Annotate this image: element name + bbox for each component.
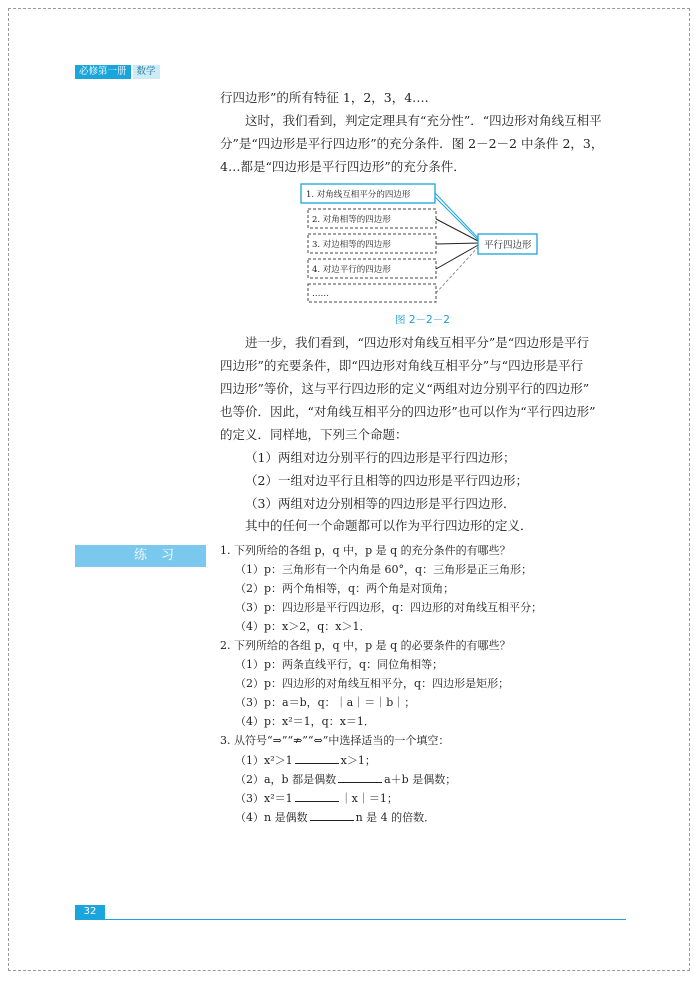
question-3-item-post: ｜x｜＝1；: [340, 792, 398, 805]
header-subject: 数学: [133, 65, 160, 79]
question-3-item-pre: （1）x²＞1: [235, 754, 293, 767]
paragraph-line: 进一步，我们看到，“四边形对角线互相平分”是“四边形是平行: [245, 335, 590, 350]
arrow-line: [435, 197, 480, 242]
question-3-item: [235, 753, 376, 768]
answer-blank[interactable]: [310, 810, 354, 821]
figure-item-text: 2. 对角相等的四边形: [312, 215, 391, 225]
answer-blank[interactable]: [338, 772, 382, 783]
question-3-item: [235, 810, 435, 825]
paragraph-line: 分”是“四边形是平行四边形”的充分条件．图 2－2－2 中条件 2，3，: [220, 136, 604, 151]
arrow-line: [435, 193, 480, 240]
question-3-item-post: x＞1；: [340, 754, 376, 767]
figure-item-text: 4. 对边平行的四边形: [312, 265, 391, 275]
paragraph-line: 的定义．同样地，下列三个命题：: [220, 427, 408, 442]
arrow-line: [436, 243, 480, 244]
question-2-item: （4）p：x²＝1，q：x＝1．: [235, 715, 375, 728]
question-1-item: （1）p：三角形有一个内角是 60°，q：三角形是正三角形；: [235, 563, 533, 576]
question-3-item-pre: （2）a，b 都是偶数: [235, 773, 337, 786]
page-footer: [75, 905, 626, 920]
question-1: 1. 下列所给的各组 p，q 中，p 是 q 的充分条件的有哪些？: [220, 544, 511, 557]
question-1-item: （3）p：四边形是平行四边形，q：四边形的对角线互相平分；: [235, 601, 543, 614]
paragraph-line: 这时，我们看到，判定定理具有“充分性”．“四边形对角线互相平: [245, 113, 602, 128]
question-3-item: [235, 791, 398, 806]
question-2-item: （1）p：两条直线平行，q：同位角相等；: [235, 658, 444, 671]
answer-blank[interactable]: [295, 791, 339, 802]
paragraph-line: 四边形”的充要条件，即“四边形对角线互相平分”与“四边形是平行: [220, 358, 584, 373]
page-number: 32: [75, 905, 105, 919]
question-2-item: （2）p：四边形的对角线互相平分，q：四边形是矩形；: [235, 677, 510, 690]
question-2-item: （3）p：a＝b，q：｜a｜＝｜b｜；: [235, 696, 416, 709]
paragraph-line: 4…都是“四边形是平行四边形”的充分条件．: [220, 159, 466, 174]
question-2: 2. 下列所给的各组 p，q 中，p 是 q 的必要条件的有哪些？: [220, 639, 511, 652]
answer-blank[interactable]: [295, 753, 339, 764]
question-3-item-post: a＋b 是偶数；: [384, 773, 457, 786]
proposition-2: （2）一组对边平行且相等的四边形是平行四边形；: [245, 473, 528, 488]
target-text: 平行四边形: [484, 240, 532, 251]
paragraph-line: 四边形”等价，这与平行四边形的定义“两组对边分别平行的四边形”: [220, 381, 590, 396]
question-1-item: （2）p：两个角相等，q：两个角是对顶角；: [235, 582, 455, 595]
practice-label: 练习: [75, 545, 206, 567]
arrow-line: [436, 244, 480, 269]
figure-item-text: 3. 对边相等的四边形: [312, 240, 391, 250]
figure-2-2-2: [300, 182, 550, 306]
question-3-item: [235, 772, 456, 787]
question-1-item: （4）p：x＞2，q：x＞1．: [235, 620, 371, 633]
question-3-item-pre: （3）x²＝1: [235, 792, 293, 805]
paragraph-line: 也等价．因此，“对角线互相平分的四边形”也可以作为“平行四边形”: [220, 404, 596, 419]
question-3-item-pre: （4）n 是偶数: [235, 811, 308, 824]
arrow-line: [436, 245, 480, 293]
figure-item-text: ……: [312, 289, 329, 299]
figure-item-text: 1. 对角线互相平分的四边形: [306, 190, 411, 200]
figure-caption: 图 2－2－2: [395, 314, 450, 326]
paragraph-line: 行四边形”的所有特征 1，2，3，4….: [220, 90, 429, 105]
paragraph-line: 其中的任何一个命题都可以作为平行四边形的定义．: [245, 518, 533, 533]
question-3-item-post: n 是 4 的倍数．: [355, 811, 436, 824]
arrow-line: [436, 219, 480, 242]
header-book: 必修第一册: [75, 65, 131, 79]
proposition-1: （1）两组对边分别平行的四边形是平行四边形；: [245, 450, 516, 465]
running-header: [75, 65, 160, 79]
question-3: 3. 从符号“⇒”“⇏”“⇔”中选择适当的一个填空：: [220, 734, 450, 747]
proposition-3: （3）两组对边分别相等的四边形是平行四边形．: [245, 496, 516, 511]
